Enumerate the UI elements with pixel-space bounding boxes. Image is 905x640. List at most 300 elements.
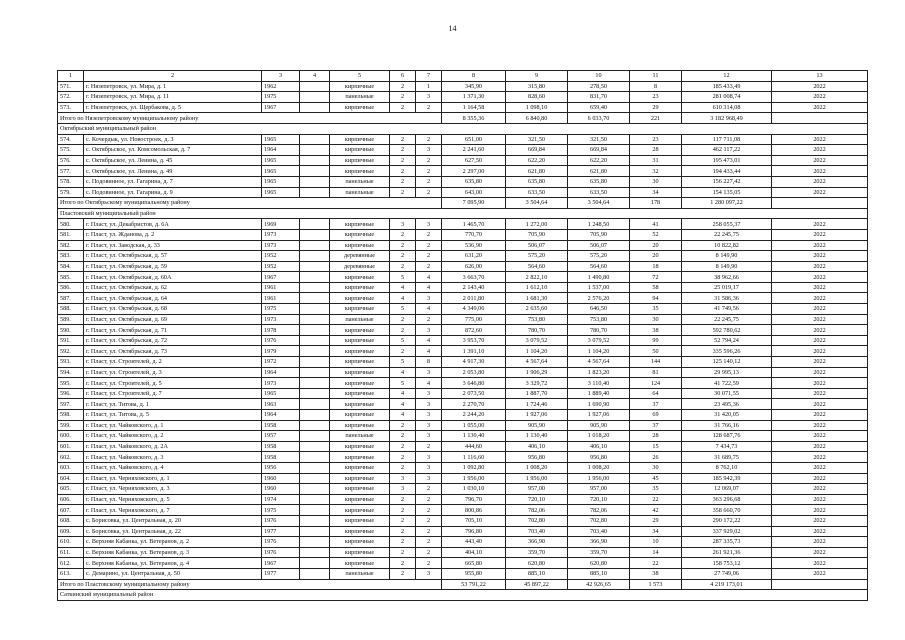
- total-area-cell: 665,80: [442, 558, 506, 569]
- row-number: 602.: [58, 452, 84, 463]
- entrances-cell: 4: [416, 272, 442, 283]
- empty-cell: [300, 304, 330, 315]
- address-cell: г. Пласт, ул. Жданова, д. 2: [84, 229, 262, 240]
- empty-cell: [300, 282, 330, 293]
- private-area-cell: 6 033,70: [568, 113, 630, 124]
- year-cell: 1976: [262, 515, 300, 526]
- wall-material-cell: кирпичные: [330, 378, 390, 389]
- residents-cell: 22: [630, 558, 682, 569]
- wall-material-cell: кирпичные: [330, 335, 390, 346]
- living-area-cell: 1 104,20: [506, 346, 568, 357]
- row-number: 609.: [58, 526, 84, 537]
- total-area-cell: 2 244,20: [442, 410, 506, 421]
- empty-cell: [300, 526, 330, 537]
- deadline-cell: 2022: [772, 537, 868, 548]
- floors-cell: 2: [390, 92, 416, 103]
- wall-material-cell: кирпичные: [330, 547, 390, 558]
- empty-cell: [772, 113, 868, 124]
- residents-cell: 20: [630, 251, 682, 262]
- wall-material-cell: кирпичные: [330, 441, 390, 452]
- floors-cell: 4: [390, 367, 416, 378]
- section-label: Саткинский муниципальный район: [58, 590, 868, 601]
- living-area-cell: 406,10: [506, 441, 568, 452]
- private-area-cell: 622,20: [568, 155, 630, 166]
- row-number: 577.: [58, 166, 84, 177]
- floors-cell: 2: [390, 558, 416, 569]
- cost-cell: 31 689,75: [682, 452, 772, 463]
- floors-cell: 2: [390, 102, 416, 113]
- row-number: 613.: [58, 568, 84, 579]
- private-area-cell: 3 504,64: [568, 198, 630, 209]
- private-area-cell: 359,70: [568, 547, 630, 558]
- empty-cell: [300, 166, 330, 177]
- table-row: [58, 240, 868, 251]
- residents-cell: 42: [630, 505, 682, 516]
- residents-cell: 1 573: [630, 579, 682, 590]
- residents-cell: 124: [630, 378, 682, 389]
- table-row: [58, 251, 868, 262]
- column-header: 8: [442, 71, 506, 82]
- deadline-cell: 2022: [772, 304, 868, 315]
- floors-cell: 2: [390, 176, 416, 187]
- residents-cell: 72: [630, 272, 682, 283]
- floors-cell: 3: [390, 473, 416, 484]
- entrances-cell: 2: [416, 166, 442, 177]
- empty-cell: [300, 547, 330, 558]
- column-header: 10: [568, 71, 630, 82]
- table-row: [58, 526, 868, 537]
- table-row: [58, 537, 868, 548]
- deadline-cell: 2022: [772, 134, 868, 145]
- private-area-cell: 321,50: [568, 134, 630, 145]
- private-area-cell: 1 008,20: [568, 462, 630, 473]
- total-area-cell: 1 055,00: [442, 420, 506, 431]
- living-area-cell: 782,06: [506, 505, 568, 516]
- living-area-cell: 359,70: [506, 547, 568, 558]
- year-cell: 1952: [262, 251, 300, 262]
- empty-cell: [300, 240, 330, 251]
- year-cell: 1972: [262, 357, 300, 368]
- entrances-cell: 2: [416, 526, 442, 537]
- wall-material-cell: деревянные: [330, 261, 390, 272]
- deadline-cell: 2022: [772, 325, 868, 336]
- empty-cell: [300, 473, 330, 484]
- total-area-cell: 2 241,60: [442, 145, 506, 156]
- total-area-cell: 626,00: [442, 261, 506, 272]
- year-cell: 1967: [262, 272, 300, 283]
- address-cell: г. Пласт, ул. Черняховского, д. 3: [84, 484, 262, 495]
- wall-material-cell: кирпичные: [330, 462, 390, 473]
- address-cell: г. Нязепетровск, ул. Мира, д. 11: [84, 92, 262, 103]
- table-row: [58, 92, 868, 103]
- cost-cell: 610 314,08: [682, 102, 772, 113]
- deadline-cell: 2022: [772, 81, 868, 92]
- deadline-cell: 2022: [772, 452, 868, 463]
- private-area-cell: 635,80: [568, 176, 630, 187]
- total-area-cell: 1 465,70: [442, 219, 506, 230]
- private-area-cell: 1 823,20: [568, 367, 630, 378]
- table-row: [58, 441, 868, 452]
- wall-material-cell: кирпичные: [330, 473, 390, 484]
- entrances-cell: 3: [416, 219, 442, 230]
- row-number: 591.: [58, 335, 84, 346]
- private-area-cell: 575,20: [568, 251, 630, 262]
- private-area-cell: 366,90: [568, 537, 630, 548]
- empty-cell: [300, 187, 330, 198]
- wall-material-cell: кирпичные: [330, 102, 390, 113]
- deadline-cell: 2022: [772, 102, 868, 113]
- deadline-cell: 2022: [772, 335, 868, 346]
- column-header: 13: [772, 71, 868, 82]
- floors-cell: 2: [390, 346, 416, 357]
- private-area-cell: 3 110,40: [568, 378, 630, 389]
- residents-cell: 64: [630, 388, 682, 399]
- cost-cell: 195 473,01: [682, 155, 772, 166]
- address-cell: г. Пласт, ул. Октябрьская, д. 64: [84, 293, 262, 304]
- living-area-cell: 564,60: [506, 261, 568, 272]
- private-area-cell: 4 567,64: [568, 357, 630, 368]
- cost-cell: 31 766,16: [682, 420, 772, 431]
- row-number: 594.: [58, 367, 84, 378]
- entrances-cell: 2: [416, 484, 442, 495]
- column-header: 7: [416, 71, 442, 82]
- year-cell: 1967: [262, 558, 300, 569]
- cost-cell: 335 596,26: [682, 346, 772, 357]
- year-cell: 1962: [262, 81, 300, 92]
- empty-cell: [300, 314, 330, 325]
- deadline-cell: 2022: [772, 388, 868, 399]
- residents-cell: 38: [630, 325, 682, 336]
- floors-cell: 4: [390, 410, 416, 421]
- living-area-cell: 1 956,00: [506, 473, 568, 484]
- private-area-cell: 278,50: [568, 81, 630, 92]
- floors-cell: 2: [390, 462, 416, 473]
- entrances-cell: 3: [416, 568, 442, 579]
- entrances-cell: 3: [416, 452, 442, 463]
- wall-material-cell: панельные: [330, 314, 390, 325]
- entrances-cell: 2: [416, 229, 442, 240]
- table-row: [58, 410, 868, 421]
- address-cell: с. Октябрьское, ул. Комсомольская, д. 7: [84, 145, 262, 156]
- table-row: [58, 547, 868, 558]
- cost-cell: 261 921,36: [682, 547, 772, 558]
- empty-cell: [300, 515, 330, 526]
- entrances-cell: 2: [416, 515, 442, 526]
- floors-cell: 2: [390, 134, 416, 145]
- cost-cell: 22 245,75: [682, 229, 772, 240]
- private-area-cell: 620,80: [568, 558, 630, 569]
- entrances-cell: 3: [416, 367, 442, 378]
- table-row: [58, 473, 868, 484]
- total-area-cell: 2 270,70: [442, 399, 506, 410]
- private-area-cell: 633,50: [568, 187, 630, 198]
- address-cell: с. Борисовка, ул. Центральная, д. 22: [84, 526, 262, 537]
- table-row: [58, 346, 868, 357]
- cost-cell: 31 420,05: [682, 410, 772, 421]
- table-row: [58, 558, 868, 569]
- row-number: 572.: [58, 92, 84, 103]
- column-header: 6: [390, 71, 416, 82]
- empty-cell: [300, 537, 330, 548]
- private-area-cell: 564,60: [568, 261, 630, 272]
- residents-cell: 37: [630, 420, 682, 431]
- entrances-cell: 3: [416, 462, 442, 473]
- wall-material-cell: кирпичные: [330, 367, 390, 378]
- residents-cell: 26: [630, 452, 682, 463]
- deadline-cell: 2022: [772, 515, 868, 526]
- residents-cell: 29: [630, 102, 682, 113]
- floors-cell: 2: [390, 325, 416, 336]
- cost-cell: 22 245,75: [682, 314, 772, 325]
- row-number: 582.: [58, 240, 84, 251]
- living-area-cell: 885,10: [506, 568, 568, 579]
- year-cell: 1973: [262, 378, 300, 389]
- row-number: 606.: [58, 494, 84, 505]
- residents-cell: 29: [630, 515, 682, 526]
- address-cell: г. Пласт, ул. Титова, д. 1: [84, 399, 262, 410]
- total-area-cell: 770,70: [442, 229, 506, 240]
- residents-cell: 50: [630, 346, 682, 357]
- cost-cell: 117 711,08: [682, 134, 772, 145]
- table-row: [58, 219, 868, 230]
- table-row: [58, 357, 868, 368]
- address-cell: с. Октябрьское, ул. Ленина, д. 49: [84, 166, 262, 177]
- address-cell: г. Пласт, ул. Октябрьская, д. 69: [84, 314, 262, 325]
- total-area-cell: 443,40: [442, 537, 506, 548]
- private-area-cell: 956,80: [568, 452, 630, 463]
- total-area-cell: 2 053,80: [442, 367, 506, 378]
- row-number: 587.: [58, 293, 84, 304]
- private-area-cell: 1 927,06: [568, 410, 630, 421]
- residents-cell: 94: [630, 293, 682, 304]
- total-area-cell: 53 791,22: [442, 579, 506, 590]
- year-cell: 1957: [262, 431, 300, 442]
- column-header: 9: [506, 71, 568, 82]
- total-area-cell: 4 917,30: [442, 357, 506, 368]
- year-cell: 1958: [262, 441, 300, 452]
- floors-cell: 2: [390, 568, 416, 579]
- empty-cell: [300, 229, 330, 240]
- entrances-cell: 4: [416, 304, 442, 315]
- wall-material-cell: кирпичные: [330, 229, 390, 240]
- total-area-cell: 4 349,06: [442, 304, 506, 315]
- private-area-cell: 42 926,65: [568, 579, 630, 590]
- deadline-cell: 2022: [772, 261, 868, 272]
- private-area-cell: 1 690,90: [568, 399, 630, 410]
- wall-material-cell: кирпичные: [330, 304, 390, 315]
- deadline-cell: 2022: [772, 484, 868, 495]
- cost-cell: 31 586,36: [682, 293, 772, 304]
- total-area-cell: 3 663,70: [442, 272, 506, 283]
- empty-cell: [300, 219, 330, 230]
- empty-cell: [300, 399, 330, 410]
- section-header-row: [58, 208, 868, 219]
- total-area-cell: 627,50: [442, 155, 506, 166]
- residents-cell: 28: [630, 431, 682, 442]
- row-number: 583.: [58, 251, 84, 262]
- wall-material-cell: панельные: [330, 187, 390, 198]
- private-area-cell: 905,90: [568, 420, 630, 431]
- residents-cell: 23: [630, 92, 682, 103]
- row-number: 612.: [58, 558, 84, 569]
- page-number: 14: [448, 24, 457, 33]
- address-cell: г. Пласт, ул. Чайковского, д. 4: [84, 462, 262, 473]
- floors-cell: 4: [390, 388, 416, 399]
- address-cell: г. Нязепетровск, ул. Щербакова, д. 5: [84, 102, 262, 113]
- year-cell: 1965: [262, 166, 300, 177]
- residents-cell: 30: [630, 314, 682, 325]
- private-area-cell: 1 018,20: [568, 431, 630, 442]
- address-cell: г. Пласт, ул. Чайковского, д. 2: [84, 431, 262, 442]
- deadline-cell: 2022: [772, 219, 868, 230]
- residents-cell: 45: [630, 473, 682, 484]
- deadline-cell: 2022: [772, 251, 868, 262]
- residents-cell: 52: [630, 229, 682, 240]
- address-cell: с. Подовинное, ул. Гагарина, д. 9: [84, 187, 262, 198]
- floors-cell: 2: [390, 229, 416, 240]
- address-cell: г. Пласт, ул. Октябрьская, д. 71: [84, 325, 262, 336]
- address-cell: с. Верхняя Кабанка, ул. Ветеранов, д. 2: [84, 537, 262, 548]
- section-header-row: [58, 590, 868, 601]
- floors-cell: 5: [390, 378, 416, 389]
- wall-material-cell: кирпичные: [330, 357, 390, 368]
- living-area-cell: 622,20: [506, 155, 568, 166]
- cost-cell: 8 149,90: [682, 251, 772, 262]
- deadline-cell: 2022: [772, 441, 868, 452]
- deadline-cell: 2022: [772, 176, 868, 187]
- year-cell: 1977: [262, 568, 300, 579]
- residents-cell: 35: [630, 484, 682, 495]
- cost-cell: 27 749,06: [682, 568, 772, 579]
- entrances-cell: 3: [416, 399, 442, 410]
- wall-material-cell: кирпичные: [330, 388, 390, 399]
- empty-cell: [300, 272, 330, 283]
- floors-cell: 2: [390, 452, 416, 463]
- floors-cell: 5: [390, 357, 416, 368]
- table-row: [58, 484, 868, 495]
- wall-material-cell: панельные: [330, 176, 390, 187]
- entrances-cell: 3: [416, 92, 442, 103]
- table-row: [58, 399, 868, 410]
- total-area-cell: 1 391,10: [442, 346, 506, 357]
- empty-cell: [300, 494, 330, 505]
- private-area-cell: 702,80: [568, 515, 630, 526]
- living-area-cell: 6 840,80: [506, 113, 568, 124]
- table-row: [58, 431, 868, 442]
- year-cell: 1976: [262, 547, 300, 558]
- residents-cell: 31: [630, 155, 682, 166]
- residents-cell: 34: [630, 526, 682, 537]
- wall-material-cell: панельные: [330, 568, 390, 579]
- address-cell: г. Пласт, ул. Чайковского, д. 1: [84, 420, 262, 431]
- wall-material-cell: кирпичные: [330, 484, 390, 495]
- wall-material-cell: кирпичные: [330, 558, 390, 569]
- residents-cell: 38: [630, 568, 682, 579]
- cost-cell: 462 117,22: [682, 145, 772, 156]
- wall-material-cell: панельные: [330, 431, 390, 442]
- total-area-cell: 3 646,80: [442, 378, 506, 389]
- cost-cell: 38 962,66: [682, 272, 772, 283]
- address-cell: г. Пласт, ул. Титова, д. 5: [84, 410, 262, 421]
- wall-material-cell: кирпичные: [330, 325, 390, 336]
- cost-cell: 154 135,05: [682, 187, 772, 198]
- address-cell: с. Подовинное, ул. Гагарина, д. 7: [84, 176, 262, 187]
- living-area-cell: 621,80: [506, 166, 568, 177]
- living-area-cell: 3 329,72: [506, 378, 568, 389]
- living-area-cell: 2 822,10: [506, 272, 568, 283]
- residents-cell: 30: [630, 462, 682, 473]
- private-area-cell: 659,40: [568, 102, 630, 113]
- residents-cell: 8: [630, 81, 682, 92]
- private-area-cell: 1 889,40: [568, 388, 630, 399]
- address-cell: г. Пласт, ул. Октябрьская, д. 57: [84, 251, 262, 262]
- row-number: 573.: [58, 102, 84, 113]
- living-area-cell: 1 681,30: [506, 293, 568, 304]
- table-row: [58, 452, 868, 463]
- empty-cell: [300, 346, 330, 357]
- private-area-cell: 720,10: [568, 494, 630, 505]
- total-area-cell: 2 143,40: [442, 282, 506, 293]
- entrances-cell: 3: [416, 431, 442, 442]
- residents-cell: 221: [630, 113, 682, 124]
- row-number: 585.: [58, 272, 84, 283]
- wall-material-cell: деревянные: [330, 251, 390, 262]
- cost-cell: 29 995,13: [682, 367, 772, 378]
- year-cell: 1965: [262, 176, 300, 187]
- empty-cell: [300, 293, 330, 304]
- table-row: [58, 505, 868, 516]
- private-area-cell: 1 956,00: [568, 473, 630, 484]
- row-number: 598.: [58, 410, 84, 421]
- living-area-cell: 703,40: [506, 526, 568, 537]
- row-number: 586.: [58, 282, 84, 293]
- cost-cell: 25 019,17: [682, 282, 772, 293]
- cost-cell: 128 687,76: [682, 431, 772, 442]
- wall-material-cell: кирпичные: [330, 420, 390, 431]
- living-area-cell: 1 906,29: [506, 367, 568, 378]
- total-area-cell: 1 030,10: [442, 484, 506, 495]
- row-number: 574.: [58, 134, 84, 145]
- cost-cell: 592 780,62: [682, 325, 772, 336]
- empty-cell: [300, 378, 330, 389]
- total-area-cell: 635,80: [442, 176, 506, 187]
- wall-material-cell: кирпичные: [330, 452, 390, 463]
- address-cell: г. Пласт, ул. Черняховского, д. 5: [84, 494, 262, 505]
- floors-cell: 2: [390, 537, 416, 548]
- residents-cell: 58: [630, 282, 682, 293]
- empty-cell: [300, 484, 330, 495]
- empty-cell: [300, 568, 330, 579]
- private-area-cell: 703,40: [568, 526, 630, 537]
- entrances-cell: 2: [416, 240, 442, 251]
- table-row: [58, 314, 868, 325]
- empty-cell: [300, 155, 330, 166]
- row-number: 579.: [58, 187, 84, 198]
- row-number: 575.: [58, 145, 84, 156]
- column-header: 1: [58, 71, 84, 82]
- empty-cell: [300, 441, 330, 452]
- section-header-row: [58, 123, 868, 134]
- row-number: 581.: [58, 229, 84, 240]
- total-area-cell: 1 164,58: [442, 102, 506, 113]
- table-row: [58, 325, 868, 336]
- floors-cell: 5: [390, 335, 416, 346]
- living-area-cell: 3 079,52: [506, 335, 568, 346]
- entrances-cell: 2: [416, 441, 442, 452]
- floors-cell: 2: [390, 166, 416, 177]
- residents-cell: 41: [630, 219, 682, 230]
- address-cell: с. Верхняя Кабанка, ул. Ветеранов, д. 3: [84, 547, 262, 558]
